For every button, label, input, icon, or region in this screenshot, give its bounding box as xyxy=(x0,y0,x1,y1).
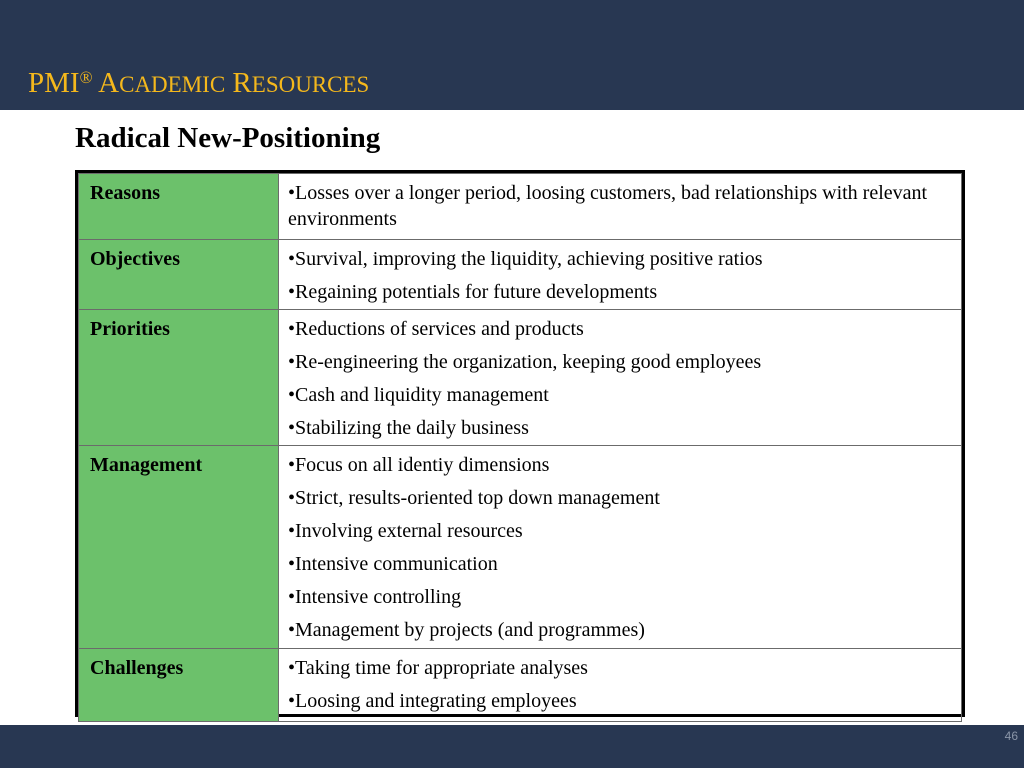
header-bar xyxy=(0,0,1024,110)
bullet-item: •Losses over a longer period, loosing customers, bad relationships with relevant environments xyxy=(288,182,928,230)
brand-prefix: PMI xyxy=(28,67,80,99)
brand-title xyxy=(28,58,369,105)
row-items xyxy=(279,446,962,649)
table-row xyxy=(79,649,962,722)
bullet-item: •Regaining potentials for future developments xyxy=(288,281,658,303)
row-items xyxy=(279,174,962,240)
row-items xyxy=(279,649,962,722)
table-row xyxy=(79,174,962,240)
bullet-item: •Reductions of services and products xyxy=(288,318,584,340)
table-row xyxy=(79,240,962,310)
brand-word-academic: ACADEMIC xyxy=(98,67,226,99)
row-label: Priorities xyxy=(79,310,279,446)
row-label: Objectives xyxy=(79,240,279,310)
table-row xyxy=(79,310,962,446)
row-label: Challenges xyxy=(79,649,279,722)
row-label: Management xyxy=(79,446,279,649)
registered-mark: ® xyxy=(79,68,93,87)
row-label: Reasons xyxy=(79,174,279,240)
positioning-table xyxy=(75,170,965,717)
slide-title: Radical New-Positioning xyxy=(75,122,381,154)
bullet-item: •Survival, improving the liquidity, achieving positive ratios xyxy=(288,248,763,270)
brand-word-resources: RESOURCES xyxy=(232,67,370,99)
bullet-item: •Focus on all identiy dimensions xyxy=(288,454,550,476)
row-items xyxy=(279,310,962,446)
bullet-item: •Stabilizing the daily business xyxy=(288,417,529,439)
row-items xyxy=(279,240,962,310)
bullet-item: •Management by projects (and programmes) xyxy=(288,619,645,641)
bullet-item: •Intensive communication xyxy=(288,553,498,575)
footer-bar xyxy=(0,725,1024,768)
bullet-item: •Taking time for appropriate analyses xyxy=(288,657,588,679)
bullet-item: •Intensive controlling xyxy=(288,586,462,608)
bullet-item: •Cash and liquidity management xyxy=(288,384,549,406)
bullet-item: •Strict, results-oriented top down management xyxy=(288,487,660,509)
table-row xyxy=(79,446,962,649)
bullet-item: •Loosing and integrating employees xyxy=(288,690,577,712)
bullet-item: •Re-engineering the organization, keeping good employees xyxy=(288,351,762,373)
bullet-item: •Involving external resources xyxy=(288,520,523,542)
page-number: 46 xyxy=(1004,729,1018,743)
